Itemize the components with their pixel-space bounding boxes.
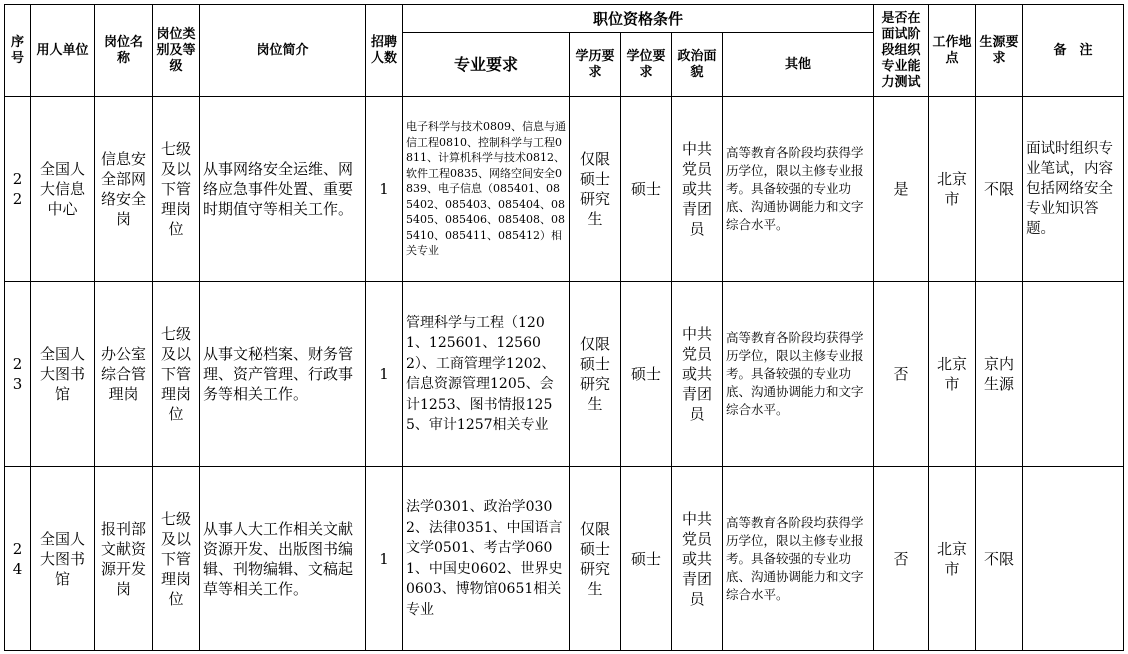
political-cell: 中共党员或共青团员 (672, 97, 723, 282)
header-remarks: 备 注 (1023, 5, 1124, 97)
header-test: 是否在面试阶段组织专业能力测试 (874, 5, 929, 97)
unit-cell: 全国人大信息中心 (31, 97, 95, 282)
seq-cell: 23 (5, 282, 31, 467)
header-other: 其他 (723, 33, 874, 97)
seq-cell: 24 (5, 467, 31, 651)
location-cell: 北京市 (929, 467, 976, 651)
header-position: 岗位名称 (95, 5, 153, 97)
degree-cell: 硕士 (621, 467, 672, 651)
header-row-1 (5, 5, 1124, 33)
header-political: 政治面貌 (672, 33, 723, 97)
source-cell: 不限 (976, 97, 1023, 282)
header-source: 生源要求 (976, 5, 1023, 97)
education-cell: 仅限硕士研究生 (570, 282, 621, 467)
header-count: 招聘人数 (366, 5, 403, 97)
header-major: 专业要求 (403, 33, 570, 97)
header-intro: 岗位简介 (200, 5, 366, 97)
test-cell: 否 (874, 282, 929, 467)
other-cell: 高等教育各阶段均获得学历学位，限以主修专业报考。具备较强的专业功底、沟通协调能力和文字综合水平。 (723, 97, 874, 282)
header-qualifications: 职位资格条件 (403, 5, 874, 33)
test-cell: 否 (874, 467, 929, 651)
header-category: 岗位类别及等级 (153, 5, 200, 97)
location-cell: 北京市 (929, 282, 976, 467)
table-row (5, 282, 1124, 467)
position-cell: 报刊部文献资源开发岗 (95, 467, 153, 651)
other-cell: 高等教育各阶段均获得学历学位，限以主修专业报考。具备较强的专业功底、沟通协调能力和文字综合水平。 (723, 467, 874, 651)
header-location: 工作地点 (929, 5, 976, 97)
category-cell: 七级及以下管理岗位 (153, 97, 200, 282)
intro-cell: 从事文秘档案、财务管理、资产管理、行政事务等相关工作。 (200, 282, 366, 467)
count-cell: 1 (366, 467, 403, 651)
table-row (5, 467, 1124, 651)
education-cell: 仅限硕士研究生 (570, 467, 621, 651)
position-cell: 信息安全部网络安全岗 (95, 97, 153, 282)
major-cell: 管理科学与工程（1201、125601、125602）、工商管理学1202、信息资源管理1205、会计1253、图书情报1255、审计1257相关专业 (403, 282, 570, 467)
unit-cell: 全国人大图书馆 (31, 467, 95, 651)
remarks-cell (1023, 282, 1124, 467)
source-cell: 不限 (976, 467, 1023, 651)
test-cell: 是 (874, 97, 929, 282)
major-cell: 电子科学与技术0809、信息与通信工程0810、控制科学与工程0811、计算机科学与技术0812、软件工程0835、网络空间安全0839、电子信息（085401、085402、085403、085404、085405、085406、085408、085410、085411、085412）相关专业 (403, 97, 570, 282)
header-education: 学历要求 (570, 33, 621, 97)
other-cell: 高等教育各阶段均获得学历学位，限以主修专业报考。具备较强的专业功底、沟通协调能力和文字综合水平。 (723, 282, 874, 467)
education-cell: 仅限硕士研究生 (570, 97, 621, 282)
table-row (5, 97, 1124, 282)
remarks-cell: 面试时组织专业笔试，内容包括网络安全专业知识答题。 (1023, 97, 1124, 282)
intro-cell: 从事人大工作相关文献资源开发、出版图书编辑、刊物编辑、文稿起草等相关工作。 (200, 467, 366, 651)
seq-cell: 22 (5, 97, 31, 282)
political-cell: 中共党员或共青团员 (672, 467, 723, 651)
header-unit: 用人单位 (31, 5, 95, 97)
category-cell: 七级及以下管理岗位 (153, 467, 200, 651)
intro-cell: 从事网络安全运维、网络应急事件处置、重要时期值守等相关工作。 (200, 97, 366, 282)
remarks-cell (1023, 467, 1124, 651)
header-degree: 学位要求 (621, 33, 672, 97)
degree-cell: 硕士 (621, 97, 672, 282)
count-cell: 1 (366, 282, 403, 467)
degree-cell: 硕士 (621, 282, 672, 467)
source-cell: 京内生源 (976, 282, 1023, 467)
unit-cell: 全国人大图书馆 (31, 282, 95, 467)
category-cell: 七级及以下管理岗位 (153, 282, 200, 467)
location-cell: 北京市 (929, 97, 976, 282)
count-cell: 1 (366, 97, 403, 282)
position-cell: 办公室综合管理岗 (95, 282, 153, 467)
major-cell: 法学0301、政治学0302、法律0351、中国语言文学0501、考古学0601、中国史0602、世界史0603、博物馆0651相关专业 (403, 467, 570, 651)
recruitment-table (4, 4, 1124, 651)
header-seq: 序号 (5, 5, 31, 97)
political-cell: 中共党员或共青团员 (672, 282, 723, 467)
